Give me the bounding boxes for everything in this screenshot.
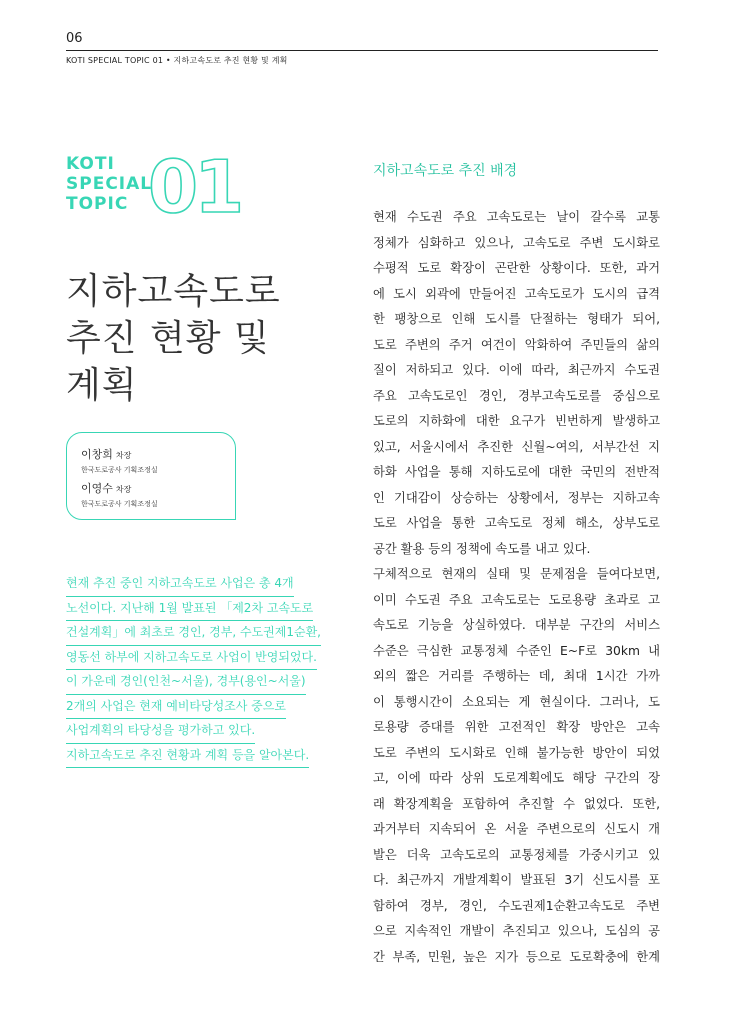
author-position: 차장 [115,451,132,460]
topic-label [66,154,152,214]
topic-label-line-3: TOPIC [66,194,129,214]
author-2 [81,480,158,509]
section-heading: 지하고속도로 추진 배경 [373,163,518,179]
header-subtitle: KOTI SPECIAL TOPIC 01 • 지하고속도로 추진 현황 및 계획 [66,56,288,65]
body-line: 속도로 기능을 상실하였다. 대부분 구간의 서비스 [373,618,660,632]
summary-line: 2개의 사업은 현재 예비타당성조사 중으로 [66,695,286,720]
summary-line: 이 가운데 경인(인천~서울), 경부(용인~서울) [66,670,306,695]
page-title [66,268,281,409]
body-line: 구체적으로 현재의 실태 및 문제점을 들여다보면, [373,567,660,581]
body-line: 공간 활용 등의 정책에 속도를 내고 있다. [373,541,591,556]
title-line-3: 계획 [66,365,138,406]
body-line: 수준은 극심한 교통정체 수준인 E~F로 30km 내 [373,643,660,658]
body-line: 도로 사업을 통한 고속도로 정체 해소, 상부도로 [373,516,660,530]
page-number: 06 [66,31,83,46]
topic-number [148,145,241,229]
body-text [373,205,660,970]
body-line: 하화 사업을 통해 지하도로에 대한 국민의 전반적 [373,465,660,479]
author-name-text: 이창희 [81,448,113,461]
author-1 [81,446,158,475]
body-line: 에 도시 외곽에 만들어진 고속도로가 도시의 급격 [373,286,660,301]
body-line: 으로 지속적인 개발이 추진되고 있으나, 도심의 공 [373,924,660,938]
summary-line: 현재 추진 중인 지하고속도로 사업은 총 4개 [66,572,294,597]
title-line-1: 지하고속도로 [66,271,281,312]
topic-label-line-2: SPECIAL [66,174,153,194]
author-org: 한국도로공사 기획조정실 [81,466,158,474]
body-line: 외의 짧은 거리를 주행하는 데, 최대 1시간 가까 [373,669,660,683]
summary-line: 지하고속도로 추진 현황과 계획 등을 알아본다. [66,744,309,769]
body-line: 한 팽창으로 인해 도시를 단절하는 형태가 되어, [373,312,660,326]
body-line: 로용량 증대를 위한 고전적인 확장 방안은 고속 [373,720,660,734]
author-name [81,480,158,496]
author-box [66,432,236,520]
header-rule [66,50,658,51]
body-line: 주요 고속도로인 경인, 경부고속도로를 중심으로 [373,388,660,403]
summary-line: 노선이다. 지난해 1월 발표된 「제2차 고속도로 [66,597,313,622]
body-line: 현재 수도권 주요 고속도로는 날이 갈수록 교통 [373,210,660,224]
body-line: 간 부족, 민원, 높은 지가 등으로 도로확충에 한계 [373,949,660,964]
summary [66,572,328,768]
summary-line: 건설계획」에 최초로 경인, 경부, 수도권제1순환, [66,621,321,646]
body-line: 이 통행시간이 소요되는 게 현실이다. 그러나, 도 [373,694,660,709]
body-line: 있고, 서울시에서 추진한 신월~여의, 서부간선 지 [373,439,660,454]
body-line: 도로 주변의 도시화로 인해 불가능한 방안이 되었 [373,745,660,760]
body-line: 함하여 경부, 경인, 수도권제1순환고속도로 주변 [373,898,660,913]
author-org: 한국도로공사 기획조정실 [81,500,158,508]
topic-number-text: 01 [148,145,241,229]
body-line: 도로의 지하화에 대한 요구가 빈번하게 발생하고 [373,414,660,428]
body-line: 정체가 심화하고 있으나, 고속도로 주변 도시화로 [373,235,660,250]
author-position: 차장 [115,485,132,494]
body-line: 과거부터 지속되어 온 서울 주변으로의 신도시 개 [373,822,660,836]
body-line: 래 확장계획을 포함하여 추진할 수 없었다. 또한, [373,796,660,811]
body-line: 다. 최근까지 개발계획이 발표된 3기 신도시를 포 [373,873,660,887]
body-line: 질이 저하되고 있다. 이에 따라, 최근까지 수도권 [373,363,660,377]
author-name [81,446,158,462]
title-line-2: 추진 현황 및 [66,318,270,359]
body-line: 수평적 도로 확장이 곤란한 상황이다. 또한, 과거 [373,261,660,275]
author-name-text: 이영수 [81,482,113,495]
body-line: 발은 더욱 고속도로의 교통정체를 가중시키고 있 [373,847,660,862]
body-line: 도로 주변의 주거 여건이 악화하여 주민들의 삶의 [373,337,660,352]
summary-line: 사업계획의 타당성을 평가하고 있다. [66,719,255,744]
body-line: 이미 수도권 주요 고속도로는 도로용량 초과로 고 [373,592,660,607]
topic-label-line-1: KOTI [66,154,115,174]
body-line: 인 기대감이 상승하는 상황에서, 정부는 지하고속 [373,490,660,505]
body-line: 고, 이에 따라 상위 도로계획에도 해당 구간의 장 [373,771,660,785]
summary-line: 영동선 하부에 지하고속도로 사업이 반영되었다. [66,646,317,671]
